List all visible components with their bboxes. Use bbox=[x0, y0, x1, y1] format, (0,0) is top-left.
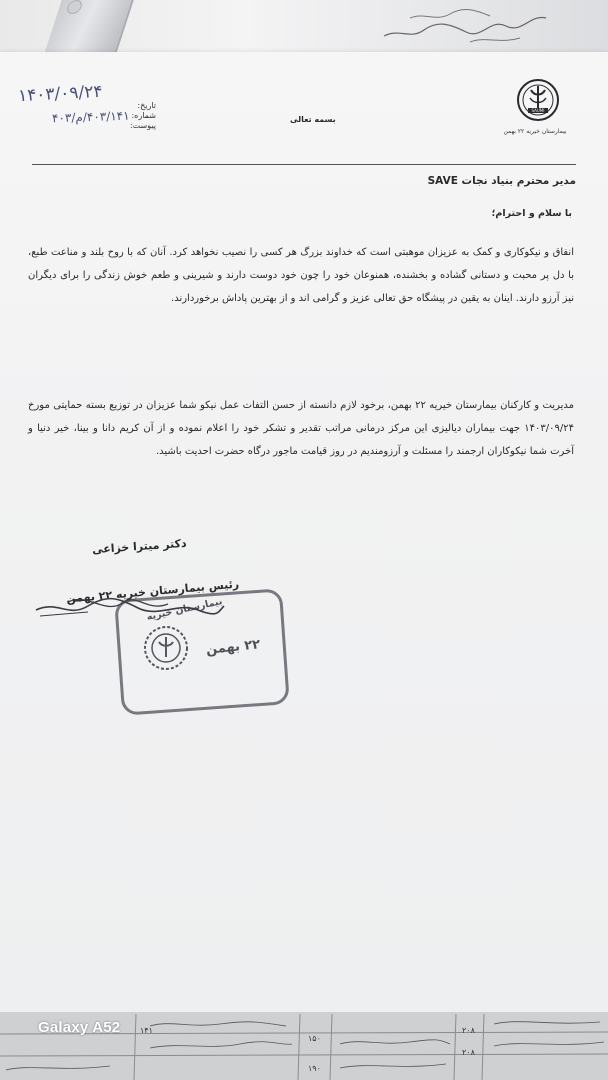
handwritten-date: ۱۴۰۳/۰۹/۲۴ bbox=[17, 81, 103, 107]
attachment-label: پیوست: bbox=[129, 121, 156, 130]
table-number: ۲۰۸ bbox=[462, 1026, 475, 1035]
table-number: ۱۹۰ bbox=[308, 1064, 321, 1073]
signer-title: رئیس بیمارستان خیریه ۲۲ بهمن bbox=[65, 577, 240, 606]
table-number: ۱۵۰ bbox=[308, 1034, 321, 1043]
date-label: تاریخ: bbox=[137, 101, 156, 110]
addressee-line: مدیر محترم بنیاد نجات SAVE bbox=[427, 175, 576, 187]
logo-label: SAUMI bbox=[531, 108, 545, 114]
bismillah-heading: بسمه تعالی bbox=[290, 115, 336, 124]
background-handwriting bbox=[380, 4, 550, 48]
hospital-logo-icon bbox=[516, 78, 560, 122]
letter-paragraph-1: انفاق و نیکوکاری و کمک به عزیزان موهبتی است که خداوند بزرگ هر کسی را نصیب نخواهد کرد. آنان که با روح بلند و مناعت طبع، با دل پر محبت و دستانی گشاده و بخشنده، همنوعان خود را چون خود دوست دارند و شیرینی و طعم خوش زندگی را برای دیگران نیز آرزو دارند. اینان به یقین در پیشگاه حق تعالی عزیز و گرامی اند و از بهترین پاداش برخوردارند. bbox=[28, 247, 574, 304]
signer-name: دکتر میترا خزاعی bbox=[91, 536, 187, 557]
letter-paragraph-2: مدیریت و کارکنان بیمارستان خیریه ۲۲ بهمن، برخود لازم دانسته از حسن التفات عمل نیکو شما عزیزان در توزیع بسته حمایتی مورخ ۱۴۰۳/۰۹/۲۴ جهت بیماران دیالیزی این مرکز درمانی مراتب تقدیر و تشکر خود را اعلام نموده و از آن کریم دانا و بینا، خیر دنیا و آخرت شما نیکوکاران ارجمند را مسئلت و آرزومندیم در روز قیامت ماجور درگاه حضرت احدیت باشید. bbox=[28, 400, 574, 457]
letter-paper bbox=[0, 52, 608, 1014]
number-label: شماره: bbox=[131, 111, 156, 120]
table-number: ۱۴۱ bbox=[140, 1026, 153, 1035]
table-number: ۲۰۸ bbox=[462, 1048, 475, 1057]
greeting-line: با سلام و احترام؛ bbox=[491, 208, 572, 219]
hospital-caption: بیمارستان خیریه ۲۲ بهمن bbox=[503, 128, 567, 135]
binder-background bbox=[0, 0, 608, 60]
camera-watermark: Galaxy A52 bbox=[38, 1019, 121, 1036]
header-divider bbox=[32, 164, 576, 165]
binder-hole bbox=[65, 0, 84, 14]
handwritten-number: ۴۰۳/۱۴۱/م/۴۰۳ bbox=[51, 108, 130, 126]
stamp-number: ۲۲ بهمن bbox=[205, 637, 261, 658]
handwritten-signature bbox=[28, 572, 228, 632]
stamp-text: بیمارستان خیریه bbox=[145, 596, 224, 623]
